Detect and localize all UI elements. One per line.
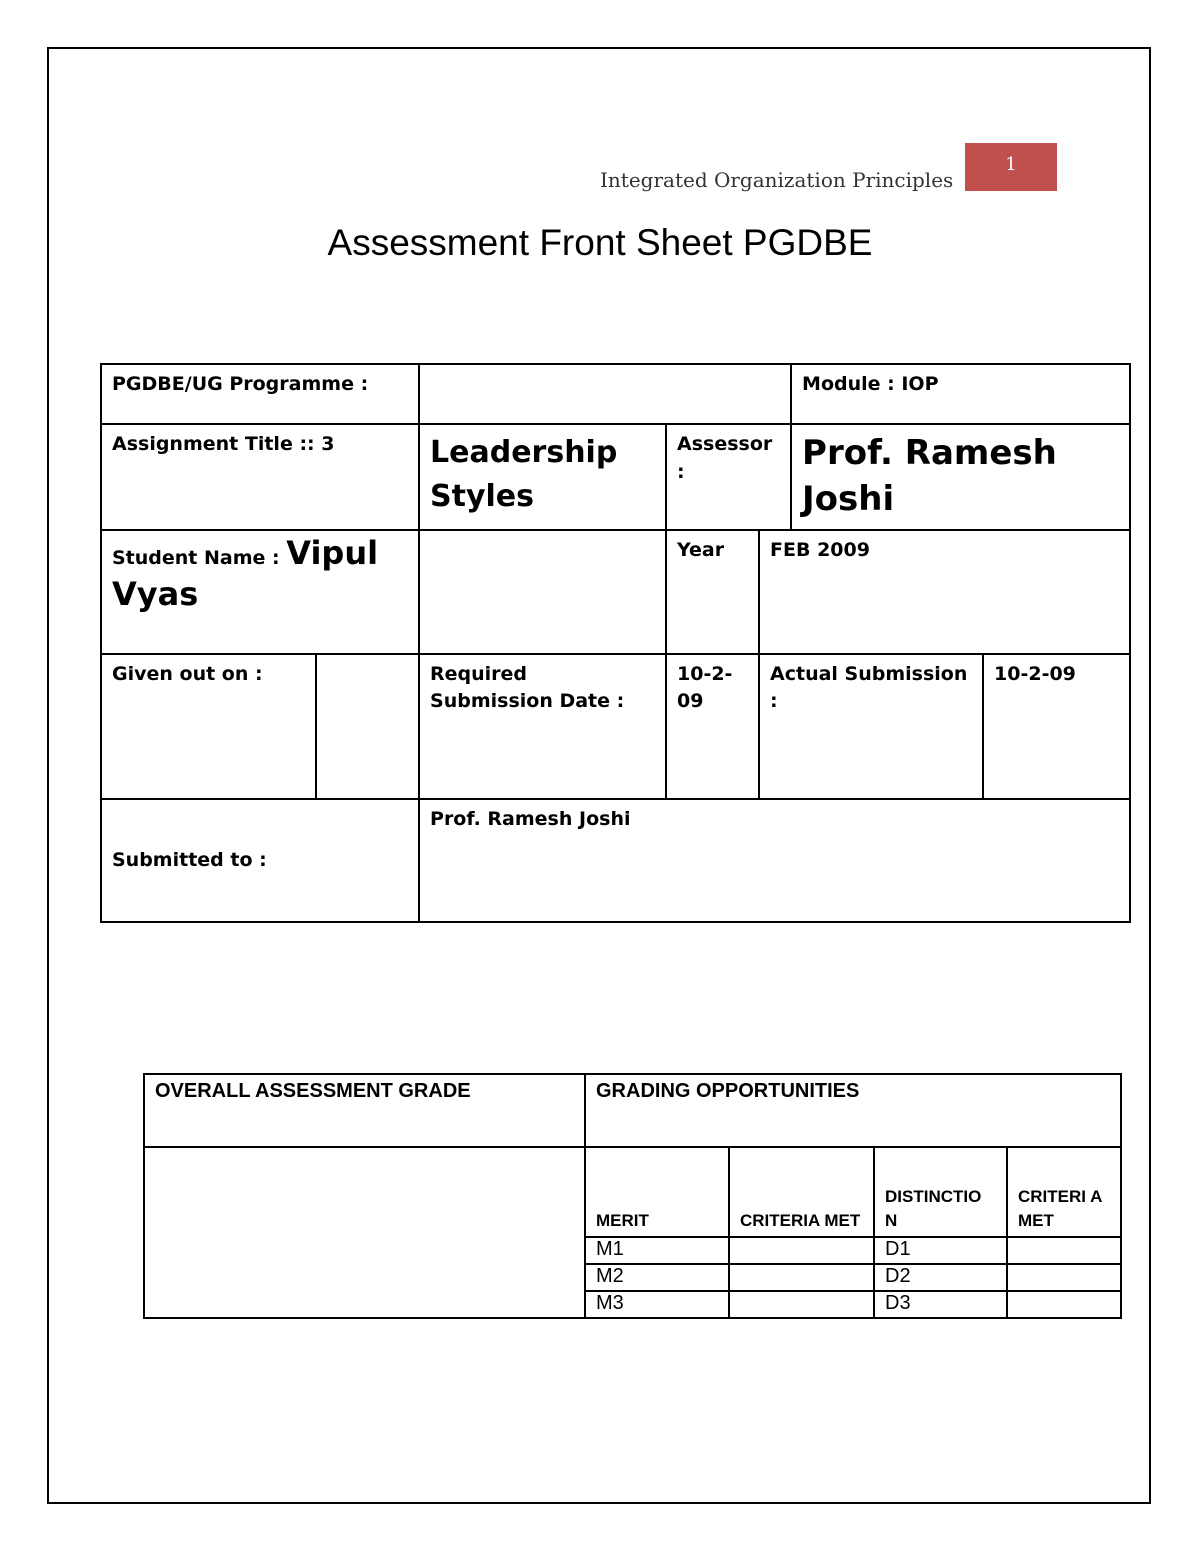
distinction-cell: D1 [874, 1237, 1007, 1264]
page-number: 1 [1005, 154, 1017, 175]
given-out-label: Given out on : [101, 654, 316, 799]
year-label: Year [666, 530, 759, 654]
assignment-title-text: Leadership Styles [430, 435, 618, 514]
assessor-value [791, 424, 1130, 530]
distinction-met-cell[interactable] [1007, 1237, 1121, 1264]
assignment-title-label: Assignment Title :: 3 [101, 424, 419, 530]
submitted-to-label: Submitted to : [101, 799, 419, 922]
assessor-label: Assessor : [666, 424, 791, 530]
distinction-cell: D2 [874, 1264, 1007, 1291]
col-merit-criteria-met: CRITERIA MET [729, 1147, 874, 1237]
merit-met-cell[interactable] [729, 1291, 874, 1318]
distinction-met-cell[interactable] [1007, 1264, 1121, 1291]
module-text: Module : IOP [802, 373, 939, 395]
grading-table [143, 1073, 1122, 1319]
programme-label: PGDBE/UG Programme : [101, 364, 419, 424]
student-name-label: Student Name : [112, 546, 280, 569]
required-submission-label: Required Submission Date : [419, 654, 666, 799]
distinction-cell: D3 [874, 1291, 1007, 1318]
grading-opportunities-label: GRADING OPPORTUNITIES [585, 1074, 1121, 1147]
overall-grade-label: OVERALL ASSESSMENT GRADE [144, 1074, 585, 1147]
merit-met-cell[interactable] [729, 1264, 874, 1291]
document-title: Assessment Front Sheet PGDBE [327, 222, 873, 263]
overall-grade-value[interactable] [144, 1147, 585, 1318]
assessment-info-table [100, 363, 1131, 923]
merit-cell: M3 [585, 1291, 729, 1318]
page-number-badge [965, 143, 1057, 191]
col-distinction-criteria-met: CRITERI A MET [1007, 1147, 1121, 1237]
actual-submission-label: Actual Submission : [759, 654, 983, 799]
student-name-blank [419, 530, 666, 654]
given-out-value[interactable] [316, 654, 419, 799]
programme-value[interactable] [419, 364, 791, 424]
submitted-to-value [419, 799, 1130, 922]
running-header: Integrated Organization Principles [600, 168, 954, 192]
merit-cell: M2 [585, 1264, 729, 1291]
assignment-title-value [419, 424, 666, 530]
module-label [791, 364, 1130, 424]
col-merit: MERIT [585, 1147, 729, 1237]
student-name-value: Vipul Vyas [112, 533, 379, 614]
distinction-met-cell[interactable] [1007, 1291, 1121, 1318]
student-name-cell [101, 530, 419, 654]
actual-submission-value: 10-2-09 [983, 654, 1130, 799]
merit-cell: M1 [585, 1237, 729, 1264]
required-submission-value: 10-2-09 [666, 654, 759, 799]
col-distinction: DISTINCTIO N [874, 1147, 1007, 1237]
merit-met-cell[interactable] [729, 1237, 874, 1264]
year-value: FEB 2009 [759, 530, 1130, 654]
assessor-name: Prof. Ramesh Joshi [802, 433, 1057, 519]
submitted-to-name: Prof. Ramesh Joshi [430, 807, 631, 830]
